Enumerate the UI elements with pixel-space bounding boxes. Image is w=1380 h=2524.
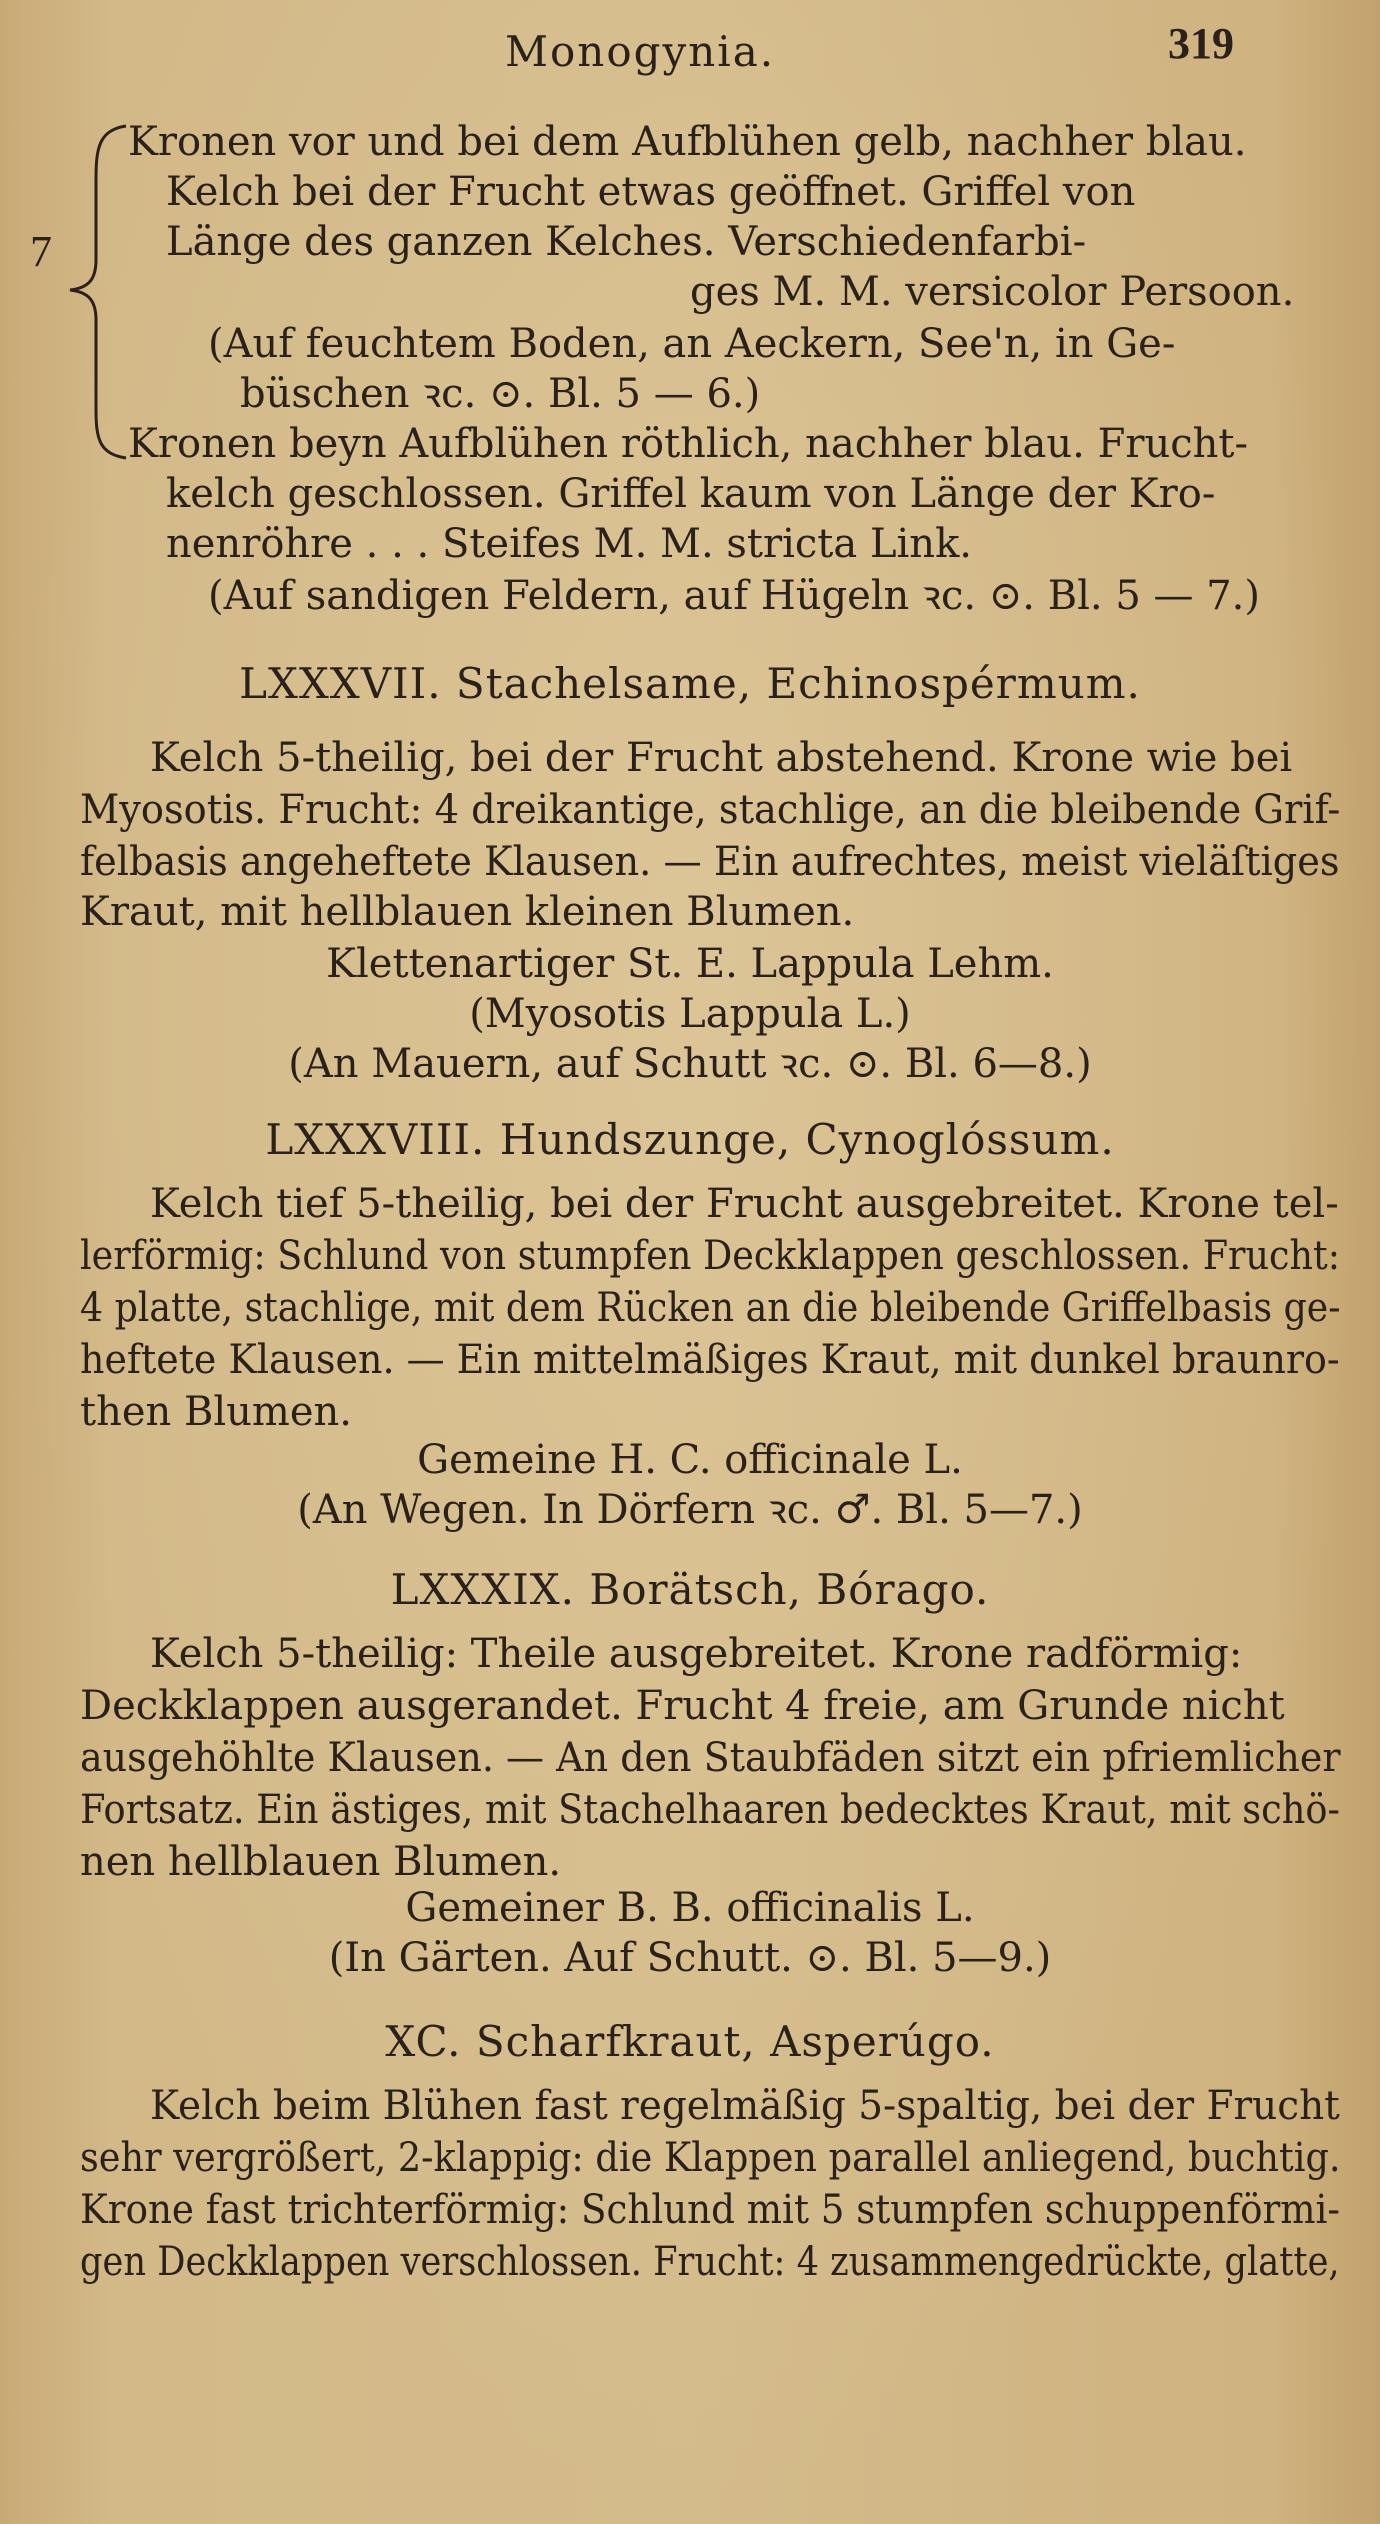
key-line: Länge des ganzen Kelches. Verschiedenfarbi-	[166, 219, 1087, 265]
description-line: felbasis angeheftete Klausen. — Ein aufrechtes, meist vieläſtiges	[80, 839, 1340, 885]
genus-heading: LXXXIX. Borätsch, Bórago.	[390, 1565, 990, 1614]
description-line: Deckklappen ausgerandet. Frucht 4 freie, am Grunde nicht	[80, 1683, 1285, 1729]
description-line: nen hellblauen Blumen.	[80, 1839, 562, 1885]
description-line: Kraut, mit hellblauen kleinen Blumen.	[80, 889, 855, 935]
key-line: ges M. M. versicolor Persoon.	[690, 269, 1295, 315]
key-line: (Auf feuchtem Boden, an Aeckern, See'n, in Ge-	[208, 321, 1176, 367]
key-line: büschen ꝛc. ⊙. Bl. 5 — 6.)	[240, 371, 761, 417]
species-name: Klettenartiger St. E. Lappula Lehm.	[326, 941, 1054, 987]
curly-brace	[58, 120, 128, 460]
synonym: (Myosotis Lappula L.)	[469, 991, 911, 1037]
description-line: Kelch tief 5-theilig, bei der Frucht ausgebreitet. Krone tel-	[150, 1181, 1339, 1227]
description-line: heftete Klausen. — Ein mittelmäßiges Kraut, mit dunkel braunro-	[80, 1337, 1340, 1383]
description-line: ausgehöhlte Klausen. — An den Staubfäden sitzt ein pfriemlicher	[80, 1735, 1341, 1781]
genus-heading: LXXXVII. Stachelsame, Echinospérmum.	[239, 659, 1141, 708]
genus-heading: XC. Scharfkraut, Asperúgo.	[385, 2017, 995, 2066]
description-line: Krone fast trichterförmig: Schlund mit 5 stumpfen schuppenförmi-	[80, 2187, 1340, 2233]
species-name: Gemeiner B. B. officinalis L.	[405, 1885, 975, 1931]
species-name: Gemeine H. C. officinale L.	[417, 1437, 963, 1483]
description-line: lerförmig: Schlund von stumpfen Deckklappen geschlossen. Frucht:	[80, 1233, 1340, 1279]
description-line: Kelch beim Blühen fast regelmäßig 5-spaltig, bei der Frucht	[150, 2083, 1340, 2129]
description-line: Myosotis. Frucht: 4 dreikantige, stachlige, an die bleibende Grif-	[80, 787, 1341, 833]
description-line: Fortsatz. Ein ästiges, mit Stachelhaaren bedecktes Kraut, mit schö-	[80, 1787, 1340, 1833]
key-line: nenröhre . . . Steifes M. M. stricta Link.	[166, 521, 973, 567]
habitat-note: (In Gärten. Auf Schutt. ⊙. Bl. 5—9.)	[328, 1935, 1052, 1981]
description-line: gen Deckklappen verschlossen. Frucht: 4 zusammengedrückte, glatte,	[80, 2239, 1340, 2285]
key-number: 7	[30, 227, 52, 276]
page-number: 319	[1168, 19, 1234, 68]
description-line: sehr vergrößert, 2-klappig: die Klappen parallel anliegend, buchtig.	[80, 2135, 1341, 2181]
genus-heading: LXXXVIII. Hundszunge, Cynoglóssum.	[265, 1115, 1115, 1164]
key-line: Kronen beyn Aufblühen röthlich, nachher blau. Frucht-	[128, 421, 1248, 467]
description-line: Kelch 5-theilig: Theile ausgebreitet. Krone radförmig:	[150, 1631, 1243, 1677]
description-line: 4 platte, stachlige, mit dem Rücken an die bleibende Griffelbasis ge-	[80, 1285, 1341, 1331]
key-line: Kronen vor und bei dem Aufblühen gelb, nachher blau.	[128, 119, 1247, 165]
running-header: Monogynia.	[505, 27, 776, 76]
description-line: Kelch 5-theilig, bei der Frucht abstehend. Krone wie bei	[150, 735, 1293, 781]
key-line: Kelch bei der Frucht etwas geöffnet. Griffel von	[166, 169, 1136, 215]
habitat-note: (An Mauern, auf Schutt ꝛc. ⊙. Bl. 6—8.)	[288, 1041, 1092, 1087]
description-line: then Blumen.	[80, 1389, 353, 1435]
key-line: kelch geschlossen. Griffel kaum von Länge der Kro-	[166, 471, 1216, 517]
habitat-note: (An Wegen. In Dörfern ꝛc. ♂. Bl. 5—7.)	[297, 1487, 1083, 1533]
key-line: (Auf sandigen Feldern, auf Hügeln ꝛc. ⊙. Bl. 5 — 7.)	[208, 573, 1261, 619]
